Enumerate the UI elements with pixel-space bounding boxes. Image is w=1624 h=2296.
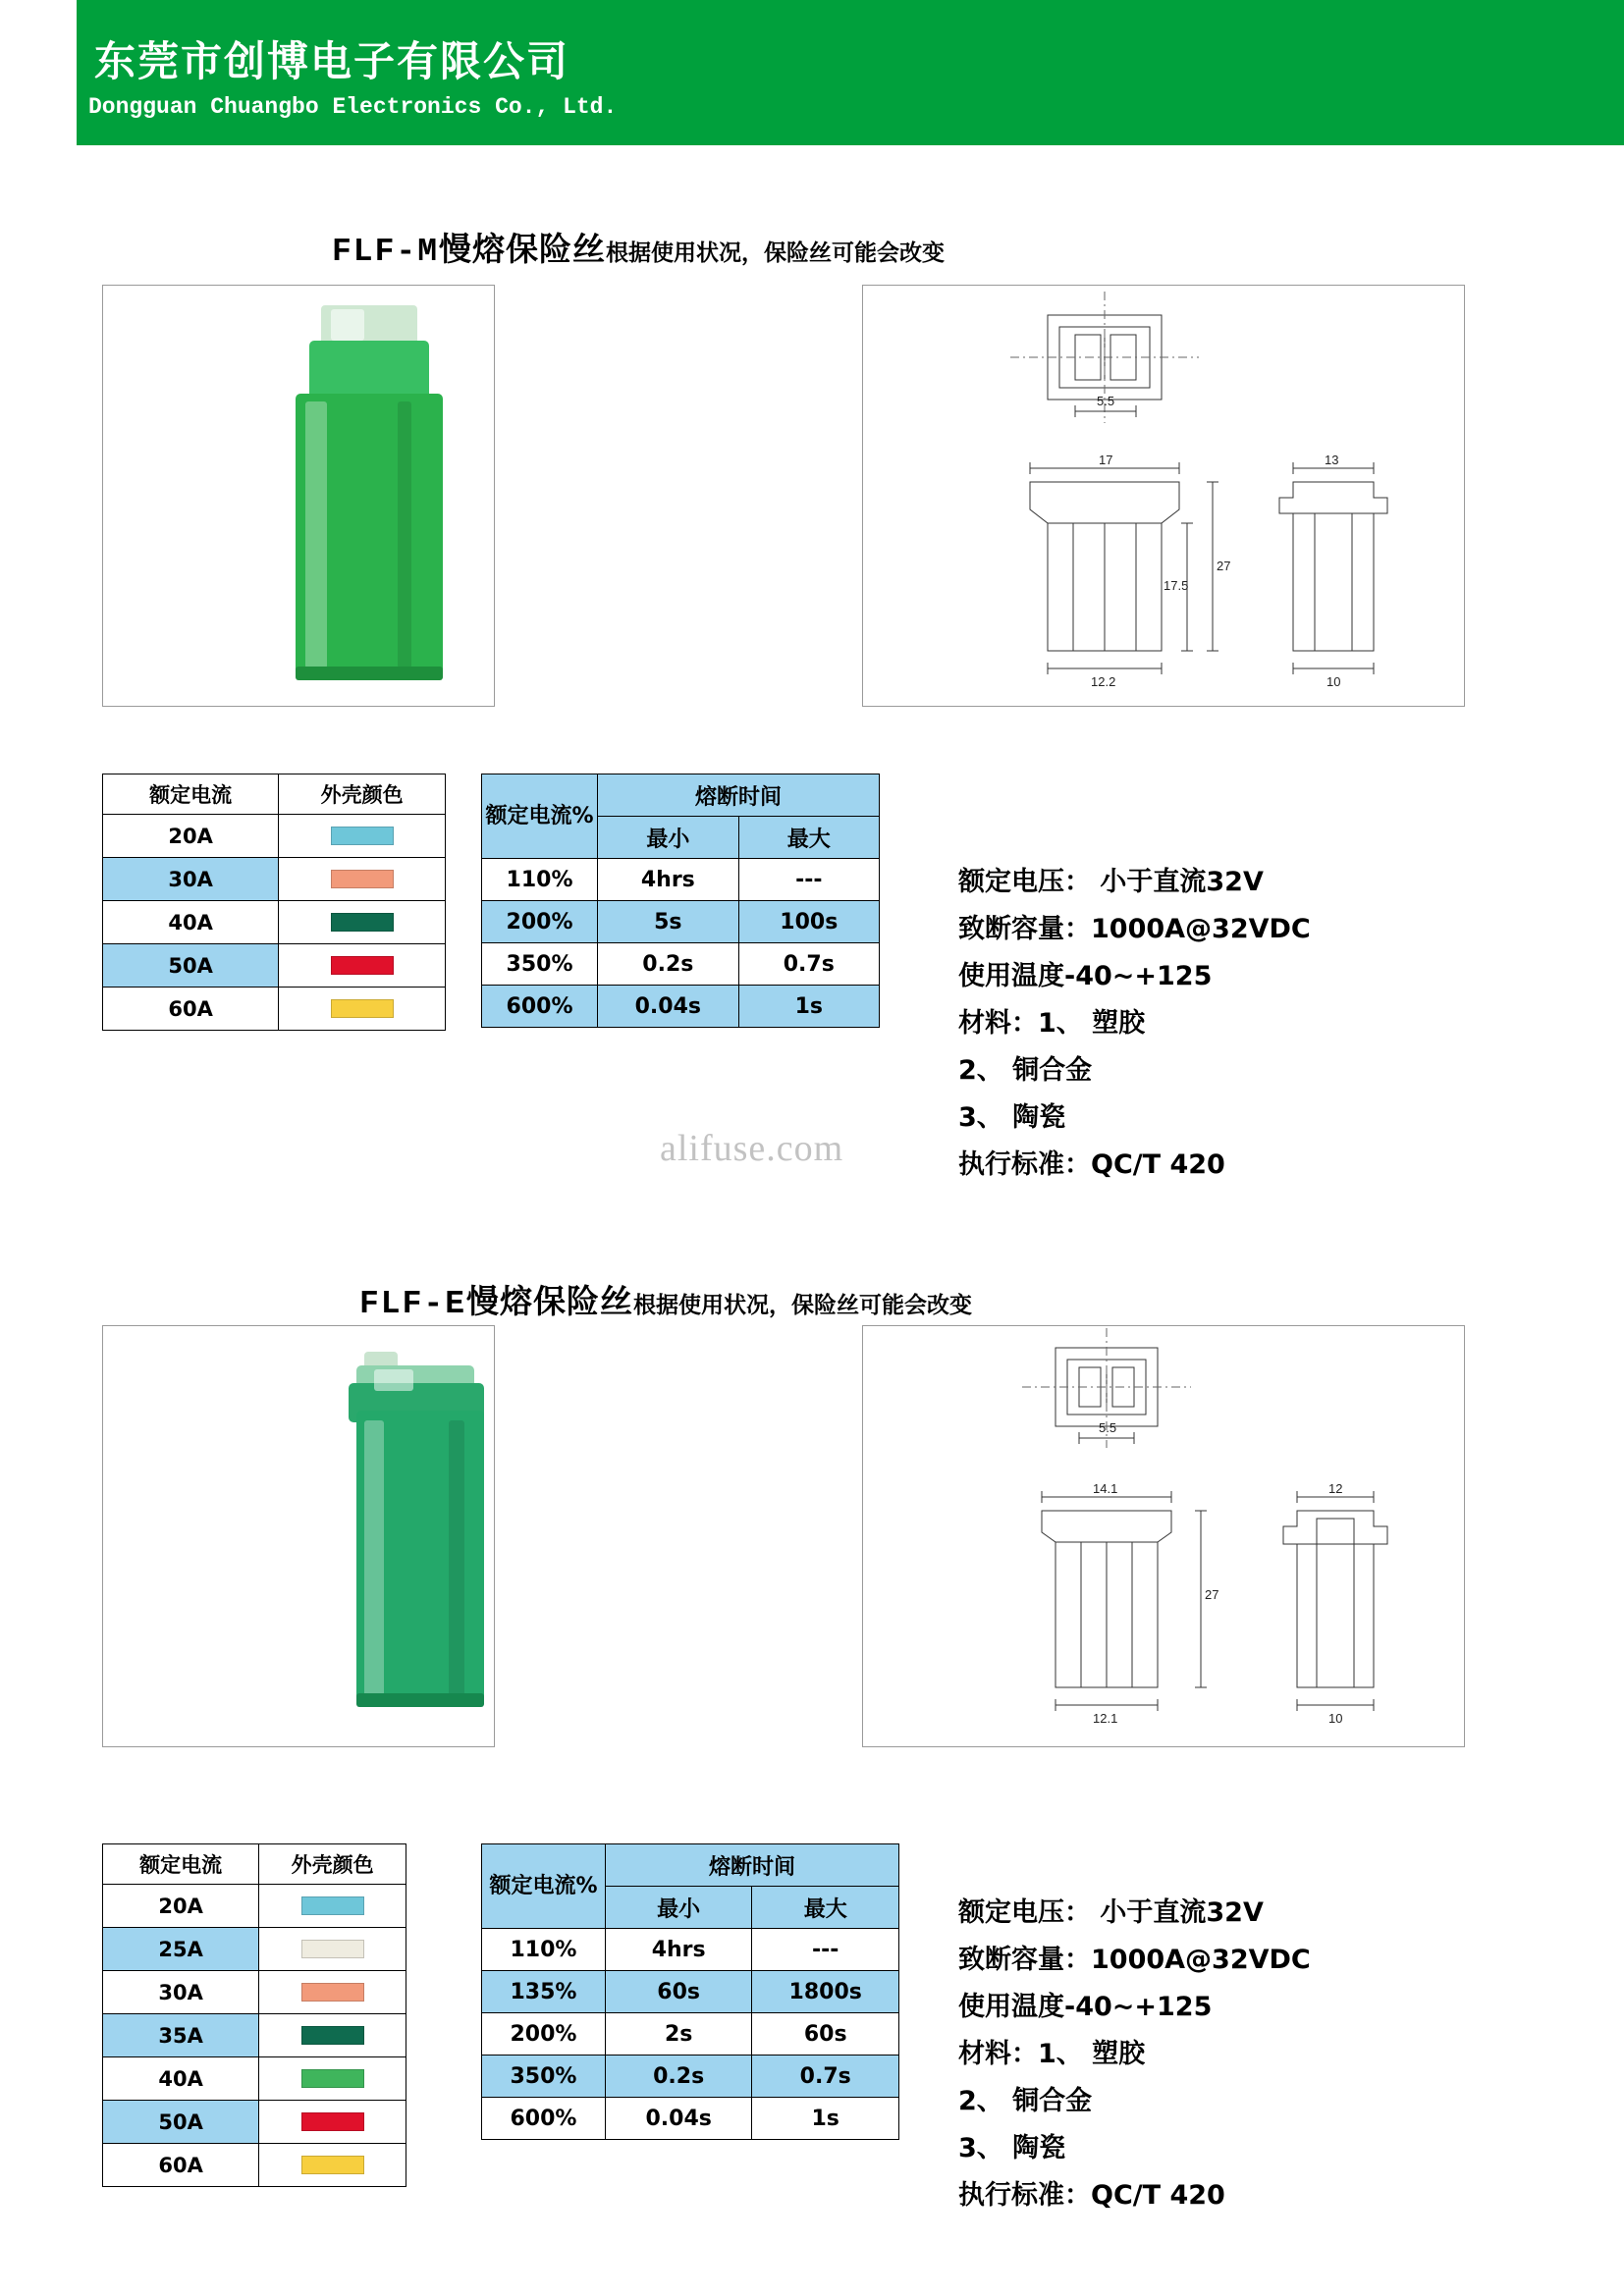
col-header-min: 最小 bbox=[598, 817, 739, 859]
section-code-flf-m: FLF-M bbox=[332, 234, 440, 270]
col-header-color: 外壳颜色 bbox=[279, 774, 446, 815]
col-header-color: 外壳颜色 bbox=[259, 1844, 406, 1885]
table-row bbox=[103, 944, 446, 988]
cell-current: 50A bbox=[103, 2101, 259, 2144]
col-header-current: 额定电流 bbox=[103, 1844, 259, 1885]
col-header-rated-current-pct: 额定电流% bbox=[482, 1844, 606, 1929]
cell-min: 5s bbox=[598, 901, 739, 943]
cell-max: 60s bbox=[752, 2013, 899, 2056]
table-row bbox=[482, 986, 880, 1028]
dim-27-front: 27 bbox=[1217, 559, 1231, 573]
dim-12-1-front-e: 12.1 bbox=[1093, 1711, 1118, 1726]
cell-color bbox=[259, 2144, 406, 2187]
drawing-svg-flf-e bbox=[863, 1326, 1464, 1746]
cell-max: 100s bbox=[738, 901, 879, 943]
table-row bbox=[482, 1971, 899, 2013]
table-row bbox=[482, 859, 880, 901]
color-swatch bbox=[331, 870, 394, 888]
product-photo-flf-e bbox=[102, 1325, 495, 1747]
table-row bbox=[103, 2057, 406, 2101]
dim-10-side: 10 bbox=[1326, 674, 1341, 689]
col-header-fusing-time: 熔断时间 bbox=[598, 774, 880, 817]
cell-current: 60A bbox=[103, 2144, 259, 2187]
spec-line-breaking-m: 致断容量：1000A@32VDC bbox=[958, 914, 1311, 944]
cell-color bbox=[279, 858, 446, 901]
company-name-en: Dongguan Chuangbo Electronics Co., Ltd. bbox=[88, 94, 618, 120]
table-row bbox=[103, 988, 446, 1031]
spec-line-temp-e: 使用温度-40~+125 bbox=[958, 1992, 1213, 2022]
table-row bbox=[103, 1928, 406, 1971]
col-header-min: 最小 bbox=[605, 1887, 751, 1929]
cell-color bbox=[259, 2014, 406, 2057]
table-row bbox=[482, 943, 880, 986]
fuse-illustration bbox=[103, 1326, 494, 1746]
table-row bbox=[482, 2013, 899, 2056]
spec-line-material3-m: 3、 陶瓷 bbox=[958, 1102, 1066, 1133]
dim-12-side-e: 12 bbox=[1328, 1481, 1343, 1496]
technical-drawing-flf-e bbox=[862, 1325, 1465, 1747]
color-swatch bbox=[331, 956, 394, 975]
section-title-cn-flf-m: 慢熔保险丝 bbox=[439, 230, 607, 268]
dim-27-front-e: 27 bbox=[1205, 1587, 1219, 1602]
cell-max: 1s bbox=[752, 2098, 899, 2140]
fusing-time-table-flf-m bbox=[481, 774, 880, 1028]
company-name-cn: 东莞市创博电子有限公司 bbox=[94, 37, 570, 85]
spec-line-standard-m: 执行标准：QC/T 420 bbox=[958, 1149, 1225, 1180]
cell-color bbox=[279, 901, 446, 944]
table-header-row bbox=[482, 774, 880, 817]
cell-color bbox=[259, 1928, 406, 1971]
color-swatch bbox=[301, 1896, 364, 1915]
section-note-flf-e: 根据使用状况，保险丝可能会改变 bbox=[633, 1293, 973, 1318]
col-header-max: 最大 bbox=[738, 817, 879, 859]
table-row bbox=[103, 1971, 406, 2014]
technical-drawing-flf-m bbox=[862, 285, 1465, 707]
cell-max: 1s bbox=[738, 986, 879, 1028]
table-row bbox=[482, 2098, 899, 2140]
cell-max: 0.7s bbox=[738, 943, 879, 986]
col-header-current: 额定电流 bbox=[103, 774, 279, 815]
table-row bbox=[103, 858, 446, 901]
table-row bbox=[482, 901, 880, 943]
color-swatch bbox=[301, 2069, 364, 2088]
color-table-flf-m bbox=[102, 774, 446, 1031]
cell-current: 35A bbox=[103, 2014, 259, 2057]
cell-pct: 110% bbox=[482, 1929, 606, 1971]
spec-line-material2-m: 2、 铜合金 bbox=[958, 1055, 1093, 1086]
color-swatch bbox=[301, 2026, 364, 2045]
cell-pct: 110% bbox=[482, 859, 598, 901]
table-row bbox=[103, 1885, 406, 1928]
fusing-time-table-flf-e bbox=[481, 1843, 899, 2140]
cell-current: 40A bbox=[103, 901, 279, 944]
spec-line-material1-m: 材料：1、 塑胶 bbox=[958, 1008, 1146, 1039]
spec-line-voltage-m: 额定电压： 小于直流32V bbox=[958, 867, 1264, 897]
spec-line-material1-e: 材料：1、 塑胶 bbox=[958, 2039, 1146, 2069]
dim-5-5-top-e: 5.5 bbox=[1099, 1420, 1117, 1435]
cell-max: --- bbox=[738, 859, 879, 901]
table-row bbox=[103, 2144, 406, 2187]
cell-min: 2s bbox=[605, 2013, 751, 2056]
color-swatch bbox=[301, 2112, 364, 2131]
color-table-flf-e bbox=[102, 1843, 406, 2187]
color-swatch bbox=[331, 827, 394, 845]
color-swatch bbox=[331, 913, 394, 932]
cell-pct: 200% bbox=[482, 901, 598, 943]
cell-color bbox=[259, 1971, 406, 2014]
col-header-rated-current-pct: 额定电流% bbox=[482, 774, 598, 859]
cell-min: 0.04s bbox=[598, 986, 739, 1028]
col-header-fusing-time: 熔断时间 bbox=[605, 1844, 898, 1887]
cell-pct: 600% bbox=[482, 986, 598, 1028]
cell-color bbox=[259, 1885, 406, 1928]
dim-17-front: 17 bbox=[1099, 453, 1113, 467]
cell-min: 60s bbox=[605, 1971, 751, 2013]
cell-current: 30A bbox=[103, 1971, 259, 2014]
drawing-svg-flf-m bbox=[863, 286, 1464, 706]
cell-pct: 600% bbox=[482, 2098, 606, 2140]
dim-13-side: 13 bbox=[1325, 453, 1339, 467]
table-row bbox=[103, 2101, 406, 2144]
spec-line-breaking-e: 致断容量：1000A@32VDC bbox=[958, 1945, 1311, 1975]
cell-current: 40A bbox=[103, 2057, 259, 2101]
cell-min: 4hrs bbox=[605, 1929, 751, 1971]
cell-pct: 135% bbox=[482, 1971, 606, 2013]
table-row bbox=[103, 815, 446, 858]
cell-pct: 200% bbox=[482, 2013, 606, 2056]
cell-min: 0.04s bbox=[605, 2098, 751, 2140]
table-header-row bbox=[103, 774, 446, 815]
dim-5-5-top: 5.5 bbox=[1097, 394, 1115, 408]
table-row bbox=[103, 2014, 406, 2057]
cell-color bbox=[279, 944, 446, 988]
dim-12-2-front: 12.2 bbox=[1091, 674, 1116, 689]
spec-line-standard-e: 执行标准：QC/T 420 bbox=[958, 2180, 1225, 2211]
color-swatch bbox=[301, 1983, 364, 2002]
cell-current: 60A bbox=[103, 988, 279, 1031]
watermark: alifuse.com bbox=[660, 1128, 844, 1169]
cell-min: 0.2s bbox=[605, 2056, 751, 2098]
cell-max: --- bbox=[752, 1929, 899, 1971]
dim-14-1-front-e: 14.1 bbox=[1093, 1481, 1118, 1496]
spec-line-material3-e: 3、 陶瓷 bbox=[958, 2133, 1066, 2163]
header-white-block bbox=[0, 0, 77, 145]
cell-pct: 350% bbox=[482, 943, 598, 986]
color-swatch bbox=[301, 1940, 364, 1958]
table-row bbox=[103, 901, 446, 944]
table-row bbox=[482, 2056, 899, 2098]
dim-10-side-e: 10 bbox=[1328, 1711, 1343, 1726]
spec-line-material2-e: 2、 铜合金 bbox=[958, 2086, 1093, 2116]
fuse-illustration bbox=[103, 286, 494, 706]
section-code-flf-e: FLF-E bbox=[359, 1286, 467, 1322]
section-title-flf-m bbox=[332, 224, 945, 270]
table-row bbox=[482, 1929, 899, 1971]
color-swatch bbox=[301, 2156, 364, 2174]
cell-max: 1800s bbox=[752, 1971, 899, 2013]
table-header-row bbox=[482, 1844, 899, 1887]
col-header-max: 最大 bbox=[752, 1887, 899, 1929]
section-title-flf-e bbox=[359, 1276, 972, 1322]
section-title-cn-flf-e: 慢熔保险丝 bbox=[466, 1282, 634, 1320]
cell-pct: 350% bbox=[482, 2056, 606, 2098]
cell-current: 20A bbox=[103, 1885, 259, 1928]
cell-color bbox=[259, 2057, 406, 2101]
spec-line-voltage-e: 额定电压： 小于直流32V bbox=[958, 1897, 1264, 1928]
dim-17-5-front: 17.5 bbox=[1164, 578, 1189, 593]
cell-current: 50A bbox=[103, 944, 279, 988]
cell-current: 30A bbox=[103, 858, 279, 901]
color-swatch bbox=[331, 999, 394, 1018]
cell-color bbox=[279, 815, 446, 858]
cell-current: 25A bbox=[103, 1928, 259, 1971]
cell-current: 20A bbox=[103, 815, 279, 858]
cell-max: 0.7s bbox=[752, 2056, 899, 2098]
cell-color bbox=[259, 2101, 406, 2144]
cell-min: 4hrs bbox=[598, 859, 739, 901]
product-photo-flf-m bbox=[102, 285, 495, 707]
cell-color bbox=[279, 988, 446, 1031]
cell-min: 0.2s bbox=[598, 943, 739, 986]
table-header-row bbox=[103, 1844, 406, 1885]
spec-line-temp-m: 使用温度-40~+125 bbox=[958, 961, 1213, 991]
section-note-flf-m: 根据使用状况，保险丝可能会改变 bbox=[606, 240, 946, 266]
